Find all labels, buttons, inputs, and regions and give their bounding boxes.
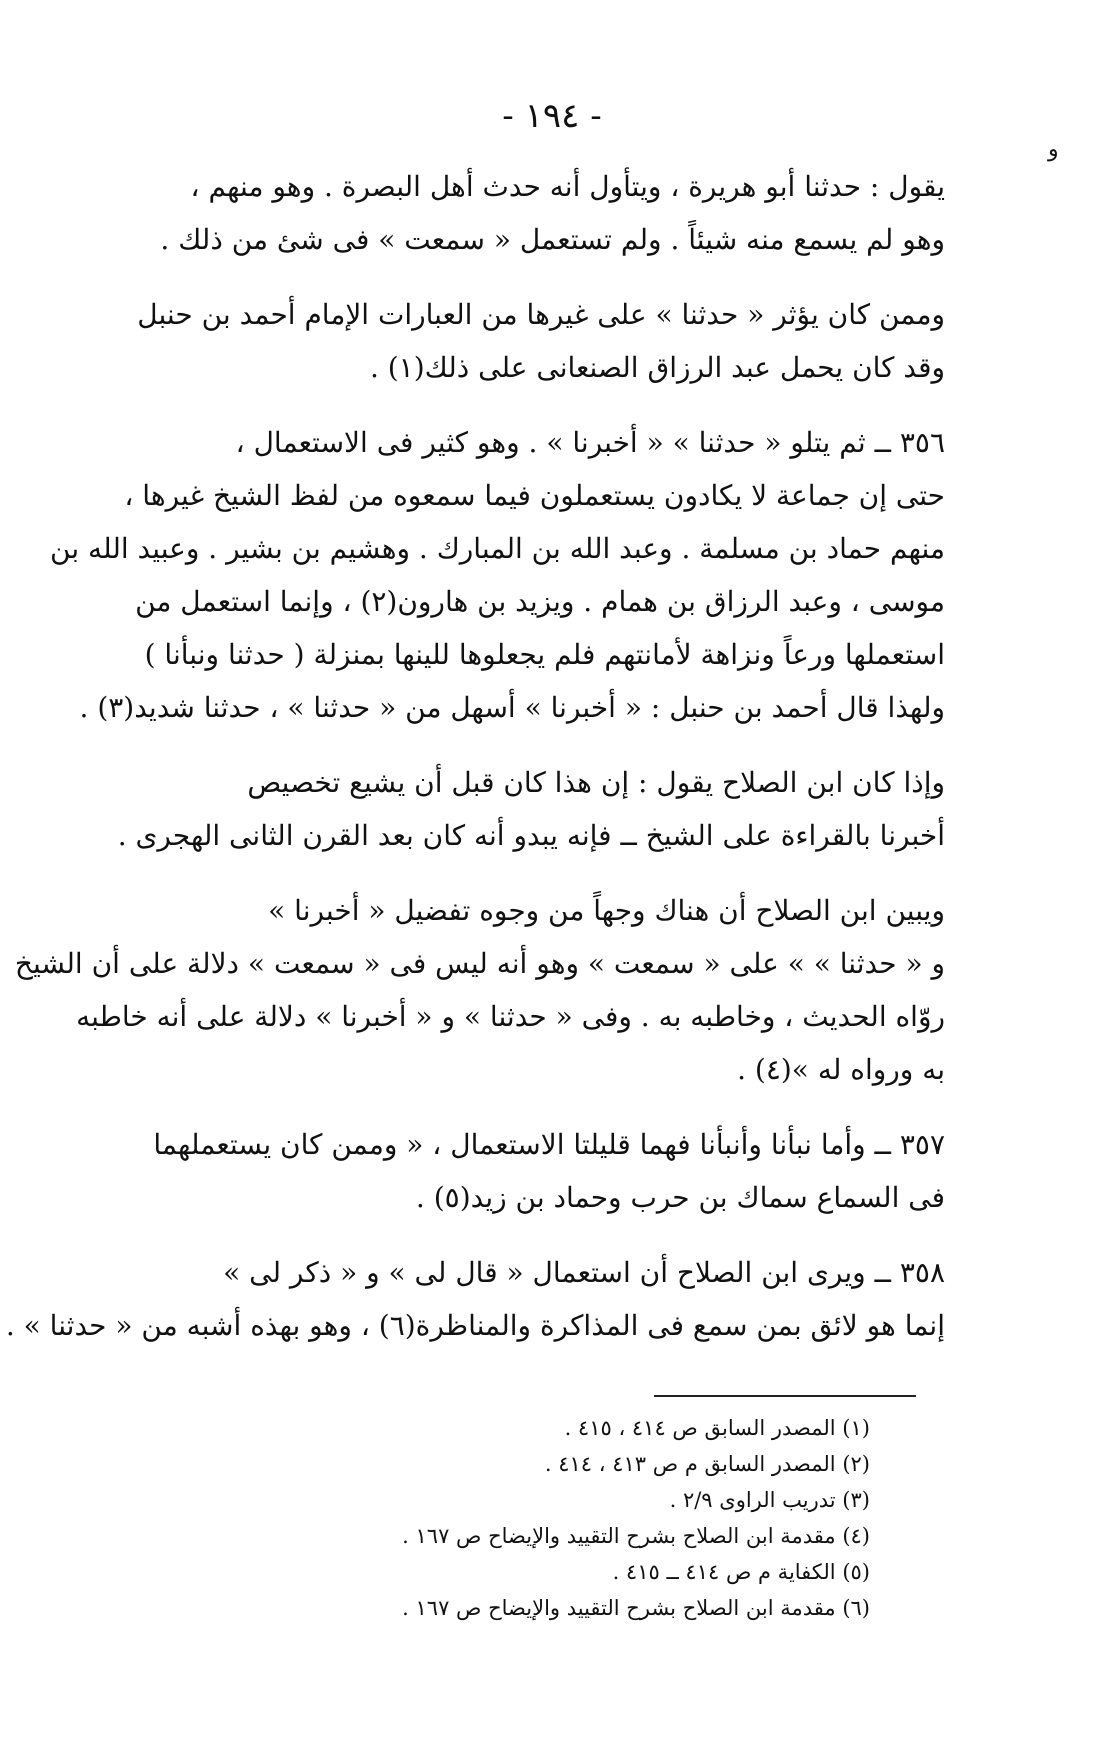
footnote: (٥) الكفاية م ص ٤١٤ ــ ٤١٥ .	[612, 1560, 870, 1584]
text-line: منهم حماد بن مسلمة . وعبد الله بن المبارك . وهشيم بن بشير . وعبيد الله بن	[50, 532, 945, 565]
text-line: ٣٥٨ ــ ويرى ابن الصلاح أن استعمال « قال لى » و « ذكر لى »	[223, 1256, 945, 1289]
text-line: وهو لم يسمع منه شيئاً . ولم تستعمل « سمعت » فى شئ من ذلك .	[160, 223, 945, 256]
text-line: ٣٥٦ ــ ثم يتلو « حدثنا » « أخبرنا » . وهو كثير فى الاستعمال ،	[235, 426, 945, 459]
text-line: ولهذا قال أحمد بن حنبل : « أخبرنا » أسهل من « حدثنا » ، حدثنا شديد(٣) .	[79, 691, 945, 724]
paragraph-7	[5, 1246, 945, 1352]
text-line: و « حدثنا » » على « سمعت » وهو أنه ليس فى « سمعت » دلالة على أن الشيخ	[14, 947, 945, 980]
text-line: فى السماع سماك بن حرب وحماد بن زيد(٥) .	[415, 1181, 945, 1214]
text-line: وقد كان يحمل عبد الرزاق الصنعانى على ذلك(١) .	[369, 351, 945, 384]
footnote: (١) المصدر السابق ص ٤١٤ ، ٤١٥ .	[564, 1416, 870, 1440]
text-line: موسى ، وعبد الرزاق بن همام . ويزيد بن هارون(٢) ، وإنما استعمل من	[135, 585, 945, 618]
footnote-separator	[654, 1395, 916, 1397]
page-number: - ١٩٤ -	[502, 96, 602, 136]
text-line: وإذا كان ابن الصلاح يقول : إن هذا كان قبل أن يشيع تخصيص	[247, 766, 945, 799]
paragraph-2	[105, 288, 945, 394]
text-line: به ورواه له »(٤) .	[737, 1053, 945, 1086]
paragraph-3	[50, 416, 945, 734]
footnote: (٦) مقدمة ابن الصلاح بشرح التقييد والإيضاح ص ١٦٧ .	[402, 1596, 870, 1620]
text-line: وممن كان يؤثر « حدثنا » على غيرها من العبارات الإمام أحمد بن حنبل	[137, 298, 945, 331]
text-line: يقول : حدثنا أبو هريرة ، ويتأول أنه حدث أهل البصرة . وهو منهم ،	[190, 170, 945, 203]
text-line: حتى إن جماعة لا يكادون يستعملون فيما سمعوه من لفظ الشيخ غيرها ،	[124, 479, 945, 512]
text-line: ٣٥٧ ــ وأما نبأنا وأنبأنا فهما قليلتا الاستعمال ، « وممن كان يستعملهما	[153, 1128, 945, 1161]
footnote: (٣) تدريب الراوى ٢/٩ .	[669, 1488, 870, 1512]
margin-mark: و	[1048, 137, 1059, 162]
paragraph-5	[14, 884, 945, 1096]
text-line: روّاه الحديث ، وخاطبه به . وفى « حدثنا » و « أخبرنا » دلالة على أنه خاطبه	[76, 1000, 945, 1033]
text-line: أخبرنا بالقراءة على الشيخ ــ فإنه يبدو أنه كان بعد القرن الثانى الهجرى .	[117, 819, 945, 852]
footnotes	[360, 1410, 870, 1626]
text-line: إنما هو لائق بمن سمع فى المذاكرة والمناظرة(٦) ، وهو بهذه أشبه من « حدثنا » .	[5, 1309, 945, 1342]
text-line: ويبين ابن الصلاح أن هناك وجهاً من وجوه تفضيل « أخبرنا »	[268, 894, 945, 927]
footnote: (٢) المصدر السابق م ص ٤١٣ ، ٤١٤ .	[544, 1452, 870, 1476]
paragraph-4	[105, 756, 945, 862]
paragraph-6	[105, 1118, 945, 1224]
text-line: استعملها ورعاً ونزاهة لأمانتهم فلم يجعلوها للينها بمنزلة ( حدثنا ونبأنا )	[144, 638, 945, 671]
main-text	[5, 160, 945, 1374]
paragraph-1	[105, 160, 945, 266]
footnote: (٤) مقدمة ابن الصلاح بشرح التقييد والإيضاح ص ١٦٧ .	[402, 1524, 870, 1548]
